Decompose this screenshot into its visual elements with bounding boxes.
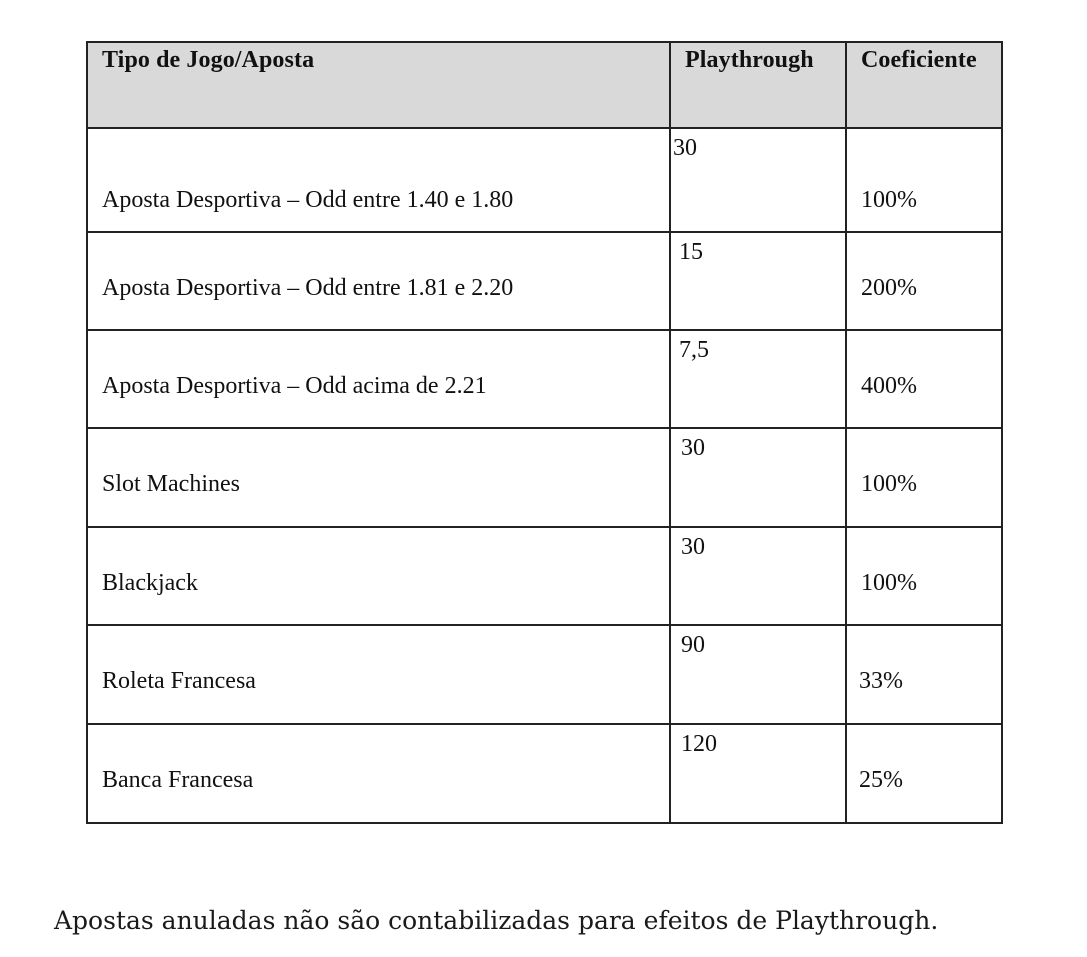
coefficient-cell (845, 624, 1003, 725)
coefficient-value: 400% (861, 373, 917, 399)
playthrough-value: 15 (679, 239, 703, 265)
playthrough-cell (669, 127, 847, 233)
game-label: Blackjack (102, 570, 198, 596)
game-label: Aposta Desportiva – Odd acima de 2.21 (102, 373, 487, 399)
playthrough-value: 7,5 (679, 337, 709, 363)
playthrough-cell (669, 427, 847, 528)
game-label: Aposta Desportiva – Odd entre 1.40 e 1.80 (102, 187, 514, 213)
game-cell (86, 526, 671, 626)
header-cell-playthrough (669, 41, 847, 129)
table-row (86, 129, 1003, 233)
game-label: Roleta Francesa (102, 668, 256, 694)
playthrough-value: 30 (681, 534, 705, 560)
playthrough-value: 90 (681, 632, 705, 658)
playthrough-cell (669, 231, 847, 331)
game-label: Slot Machines (102, 471, 240, 497)
coefficient-cell (845, 127, 1003, 233)
table-row (86, 331, 1003, 429)
table-header-row (86, 41, 1003, 129)
coefficient-value: 200% (861, 275, 917, 301)
playthrough-cell (669, 624, 847, 725)
footnote-text: Apostas anuladas não são contabilizadas para efeitos de Playthrough. (54, 906, 939, 935)
playthrough-value: 120 (681, 731, 717, 757)
table-row (86, 725, 1003, 824)
game-cell (86, 624, 671, 725)
game-cell (86, 127, 671, 233)
playthrough-table (86, 41, 1003, 824)
table-row (86, 429, 1003, 528)
coefficient-value: 100% (861, 570, 917, 596)
header-cell-game (86, 41, 671, 129)
coefficient-value: 33% (859, 668, 903, 694)
coefficient-cell (845, 231, 1003, 331)
header-playthrough-label: Playthrough (685, 47, 814, 73)
playthrough-value: 30 (681, 435, 705, 461)
game-label: Banca Francesa (102, 767, 254, 793)
header-game-label: Tipo de Jogo/Aposta (102, 47, 315, 73)
playthrough-cell (669, 723, 847, 824)
game-label: Aposta Desportiva – Odd entre 1.81 e 2.20 (102, 275, 514, 301)
table-row (86, 626, 1003, 725)
coefficient-value: 100% (861, 187, 917, 213)
game-cell (86, 231, 671, 331)
header-cell-coefficient (845, 41, 1003, 129)
game-cell (86, 427, 671, 528)
coefficient-cell (845, 329, 1003, 429)
coefficient-value: 25% (859, 767, 903, 793)
game-cell (86, 329, 671, 429)
header-coefficient-label: Coeficiente (861, 47, 977, 73)
playthrough-value: 30 (673, 135, 697, 161)
coefficient-cell (845, 427, 1003, 528)
table-row (86, 233, 1003, 331)
table-row (86, 528, 1003, 626)
playthrough-cell (669, 526, 847, 626)
game-cell (86, 723, 671, 824)
coefficient-cell (845, 526, 1003, 626)
coefficient-value: 100% (861, 471, 917, 497)
playthrough-cell (669, 329, 847, 429)
coefficient-cell (845, 723, 1003, 824)
